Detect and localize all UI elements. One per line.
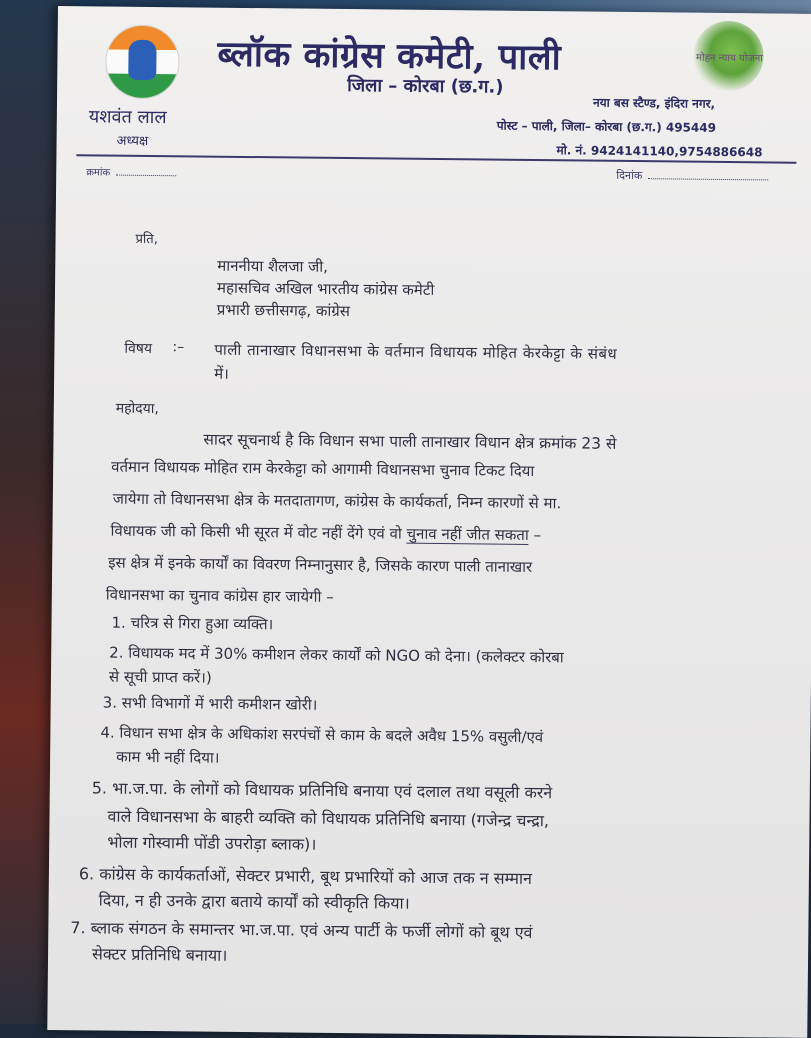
congress-logo-icon [105,25,180,100]
para-line-2: वर्तमान विधायक मोहित राम केरकेट्टा को आगामी विधानसभा चुनाव टिकट दिया [111,457,535,481]
list-item: 1. चरित्र से गिरा हुआ व्यक्ति। [111,613,274,634]
letter-page [47,6,811,1038]
subject-line-2: में। [214,364,229,383]
list-item: 3. सभी विभागों में भारी कमीशन खोरी। [102,693,318,714]
list-item: 2. विधायक मद में 30% कमीशन लेकर कार्यों को NGO को देना। (कलेक्टर कोरबा [109,643,564,667]
address-line-2: पोस्ट – पाली, जिला– कोरबा (छ.ग.) 495449 [496,118,717,135]
list-item-cont: काम भी नहीं दिया। [116,747,220,767]
para-line-5: इस क्षेत्र में इनके कार्यों का विवरण निम्नानुसार है, जिसके कारण पाली तानाखार [108,553,533,576]
president-name: यशवंत लाल [88,106,167,129]
para-line-6: विधानसभा का चुनाव कांग्रेस हार जायेगी – [105,585,334,606]
list-item: 7. ब्लाक संगठन के समान्तर भा.ज.पा. एवं अन्य पार्टी के फर्जी लोगों को बूथ एवं [70,918,533,943]
underlined-phrase: चुनाव नहीं जीत सकता [406,524,529,544]
subject-label: विषय [124,340,153,358]
list-item-cont: सेक्टर प्रतिनिधि बनाया। [91,944,228,965]
to-label: प्रति, [135,231,158,248]
list-item: 4. विधान सभा क्षेत्र के अधिकांश सरपंचों से काम के बदले अवैध 15% वसुली/एवं [100,723,544,747]
list-item-cont: भोला गोस्वामी पोंडी उपरोड़ा ब्लाक)। [107,832,317,854]
phone-line: मो. नं. 9424141140,9754886648 [556,143,763,160]
list-item-cont: से सूची प्राप्त करें।) [108,667,212,687]
ref-number-field: क्रमांक [86,164,176,179]
list-item-cont: वाले विधानसभा के बाहरी व्यक्ति को विधायक प्रतिनिधि बनाया (गजेन्द्र चन्द्रा, [107,806,550,831]
recipient-line-2: महासचिव अखिल भारतीय कांग्रेस कमेटी [216,278,435,299]
para-line-4: विधायक जी को किसी भी सूरत में वोट नहीं देंगे एवं वो चुनाव नहीं जीत सकता – [110,521,542,545]
recipient-line-3: प्रभारी छत्तीसगढ़, कांग्रेस [216,300,351,321]
subject-line-1: पाली तानाखार विधानसभा के वर्तमान विधायक मोहित केरकेट्टा के संबंध [214,340,618,363]
salutation: महोदया, [115,400,159,418]
list-item: 6. कांग्रेस के कार्यकर्ताओं, सेक्टर प्रभारी, बूथ प्रभारियों को आज तक न सम्मान [78,864,533,889]
recipient-line-1: माननीया शैलजा जी, [217,256,329,276]
list-item-cont: दिया, न ही उनके द्वारा बताये कार्यों को स्वीकृति किया। [98,890,410,913]
president-title: अध्यक्ष [116,133,149,149]
address-line-1: नया बस स्टैण्ड, इंदिरा नगर, [592,95,716,111]
org-title: ब्लॉक कांग्रेस कमेटी, पाली [217,33,562,79]
list-item: 5. भा.ज.पा. के लोगों को विधायक प्रतिनिधि बनाया एवं दलाल तथा वसूली करने [91,778,553,803]
subject-separator: :– [172,339,185,356]
scheme-logo-icon [689,19,770,94]
para-line-1: सादर सूचनार्थ है कि विधान सभा पाली तानाखार विधान क्षेत्र क्रमांक 23 से [203,430,617,453]
date-field: दिनांक [616,168,768,185]
scheme-logo-text: मोहन न्याय योजना [695,52,763,65]
para-line-3: जायेगा तो विधानसभा क्षेत्र के मतदातागण, कांग्रेस के कार्यकर्ता, निम्न कारणों से मा. [112,489,562,513]
district-line: जिला – कोरबा (छ.ग.) [347,75,504,98]
